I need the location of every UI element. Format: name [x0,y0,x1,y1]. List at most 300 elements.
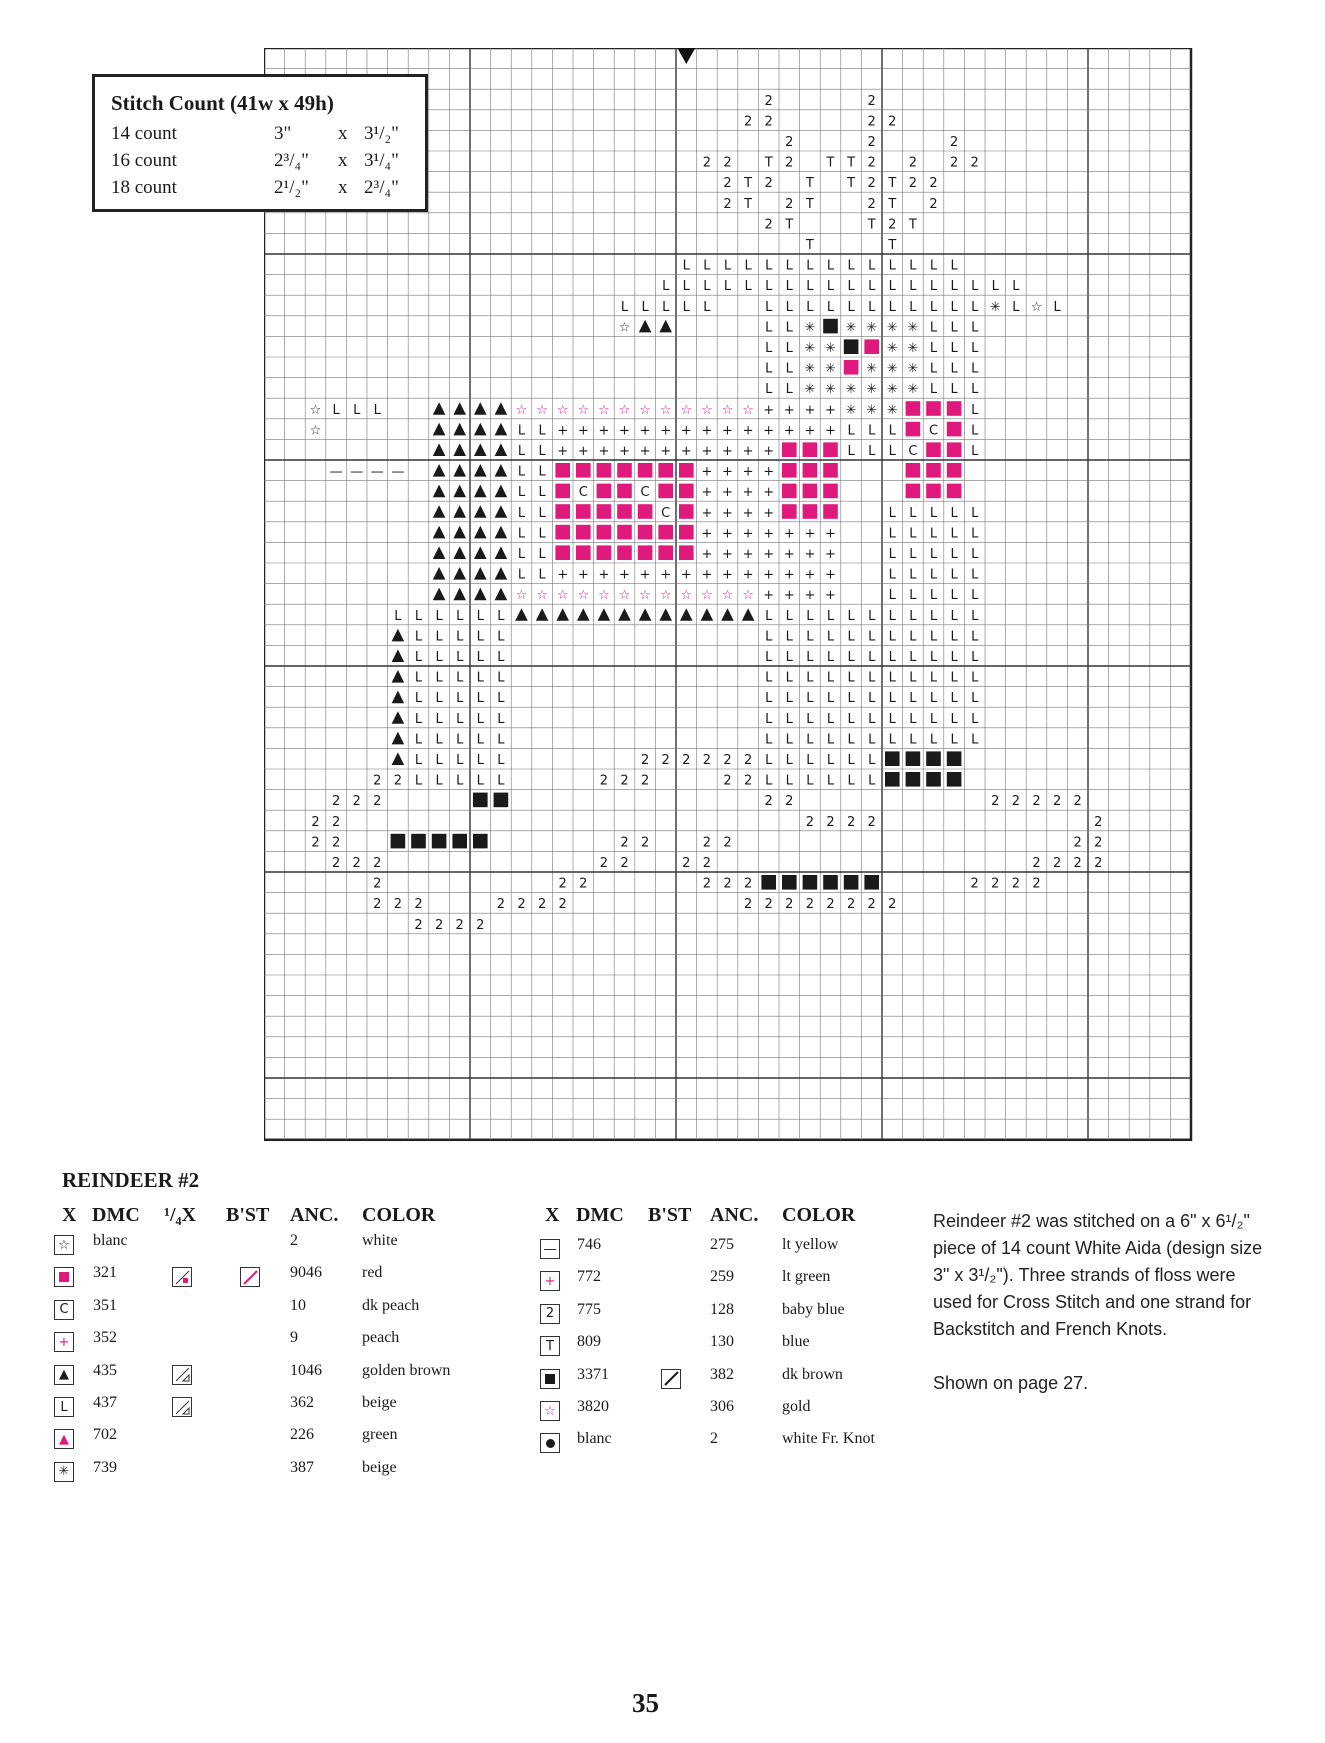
stitch-symbol: L [909,567,917,583]
stitch-symbol: L [435,629,443,645]
stitch-symbol: L [971,444,979,459]
stitch-symbol: L [950,670,958,686]
stitch-red [679,525,694,540]
stitch-symbol: 2 [723,835,732,851]
stitch-symbol: ☆ [701,402,713,418]
stitch-symbol: L [888,526,896,542]
quarter-stitch-icon [172,1397,192,1417]
stitch-symbol: ☆ [556,402,569,418]
stitch-symbol: L [888,505,896,521]
stitch-symbol: L [806,711,814,727]
stitch-red [926,401,941,416]
stitch-symbol: ☆ [556,588,569,604]
stitch-symbol: L [785,320,793,336]
height-value: 2³/₄" [364,177,399,198]
stitch-symbol: 2 [311,835,320,851]
stitch-symbol: L [785,691,793,707]
stitch-symbol: 2 [702,835,712,851]
stitch-symbol: L [785,629,793,645]
stitch-symbol: — [350,464,364,480]
stitch-symbol: 2 [620,773,629,789]
stitch-symbol: 2 [867,814,876,830]
stitch-symbol: + [701,464,713,480]
stitch-symbol: + [557,444,569,459]
stitch-symbol: 2 [682,856,691,871]
pink-square-icon [54,1267,74,1287]
stitch-symbol: L [373,402,381,418]
stitch-symbol: + [660,444,672,459]
stitch-symbol: L [971,299,979,315]
stitch-symbol: L [682,279,690,295]
stitch-symbol: L [971,567,979,583]
stitch-symbol: L [971,588,979,604]
stitch-symbol: 2 [640,773,650,789]
dmc-number: 809 [577,1333,601,1351]
stitch-red [906,463,921,478]
stitch-symbol: L [826,691,835,707]
stitch-symbol: 2 [764,897,773,913]
stitch-symbol: + [639,567,651,583]
stitch-symbol: L [888,423,896,439]
width-value: 2³/₄" [274,150,309,171]
stitch-symbol: L [806,691,814,707]
stitch-symbol: L [456,670,464,686]
stitch-dk-brown [391,834,406,849]
stitch-count-box [92,74,428,212]
stitch-symbol: ☆ [515,402,528,418]
stitch-symbol: + [701,567,713,583]
count-label: 14 count [111,123,177,144]
stitch-symbol: 2 [764,794,773,810]
stitch-symbol: 2 [867,114,876,130]
stitch-symbol: + [763,588,775,604]
stitch-red [679,504,694,519]
stitch-symbol: + [701,423,713,439]
stitch-red [906,422,921,437]
stitch-symbol: L [888,629,896,645]
stitch-symbol: L [806,299,814,315]
stitch-symbol: 2 [373,897,382,913]
stitch-symbol: L [826,258,835,274]
times-sign: x [338,150,348,171]
stitch-symbol: ✳ [886,361,898,377]
stitch-symbol: L [991,279,999,295]
stitch-symbol: L [909,608,917,624]
stitch-symbol: ✳ [866,361,878,377]
stitch-symbol: 2 [805,897,815,913]
stitch-symbol: ✳ [804,320,816,336]
stitch-symbol: L [476,711,484,727]
stitch-dk-brown [411,834,426,849]
stitch-dk-brown [473,793,488,808]
stitch-red [555,525,570,540]
stitch-symbol: L [765,279,773,295]
stitch-red [617,525,632,540]
stitch-symbol: L [414,650,423,665]
cross-stitch-chart [111,48,1194,1146]
stitch-symbol: L [538,526,546,542]
stitch-symbol: L [888,732,896,748]
stitch-symbol: 2 [640,753,650,768]
anchor-number: 259 [710,1268,734,1286]
stitch-symbol: + [804,526,816,542]
stitch-symbol: L [765,629,773,645]
stitch-symbol: L [497,650,505,665]
stitch-symbol: L [950,505,958,521]
stitch-red [803,442,818,457]
stitch-symbol: L [929,650,938,665]
stitch-symbol: ☆ [618,320,631,336]
stitch-symbol: 2 [640,835,650,851]
stitch-symbol: 2 [743,897,753,913]
stitch-red [597,484,612,499]
stitch-symbol: + [722,423,733,439]
stitch-symbol: L [414,732,423,748]
stitch-symbol: C [928,423,939,439]
stitch-symbol: + [557,567,569,583]
dmc-number: blanc [577,1430,612,1448]
stitch-symbol: L [950,382,958,398]
stitch-symbol: L [971,650,979,665]
stitch-symbol: 2 [331,835,341,851]
stitch-symbol: L [971,711,979,727]
stitch-symbol: + [701,485,713,501]
header-x: X [62,1204,77,1226]
stitch-symbol: + [577,423,589,439]
stitch-symbol: L [456,753,464,768]
stitch-symbol: L [888,711,896,727]
dot-icon [540,1433,560,1453]
stitch-red [597,463,612,478]
header-bst: B'ST [226,1204,270,1226]
stitch-red [906,484,921,499]
stitch-red [576,504,591,519]
stitch-symbol: 2 [373,876,382,892]
stitch-symbol: L [909,650,917,665]
stitch-symbol: 2 [331,856,341,871]
stitch-symbol: L [497,753,505,768]
stitch-red [617,484,632,499]
stitch-symbol: L [476,608,484,624]
anchor-number: 275 [710,1236,734,1253]
count-label: 16 count [111,150,177,171]
stitch-red [679,484,694,499]
stitch-symbol: L [765,320,773,336]
stitch-symbol: L [456,629,464,645]
stitch-red [658,463,673,478]
stitch-symbol: + [783,567,795,583]
instructions-paragraph: Reindeer #2 was stitched on a 6" x 6¹/₂" piece of 14 count White Aida (design size 3" x 3¹/₂"). Three strands of floss were used for Cross Stitch and one strand for Backstitch and French Knots. [933,1211,1263,1339]
stitch-symbol: + [783,588,795,604]
stitch-symbol: L [868,732,876,748]
stitch-symbol: L [929,629,938,645]
stitch-symbol: L [847,650,855,665]
stitch-dk-brown [432,834,447,849]
stitch-symbol: + [701,526,713,542]
color-name: beige [362,1394,397,1411]
stitch-symbol: L [435,608,443,624]
stitch-dk-brown [782,875,797,890]
stitch-symbol: L [620,299,629,315]
letter-2-icon: 2 [540,1304,560,1324]
stitch-red [638,463,653,478]
stitch-symbol: L [950,711,958,727]
stitch-symbol: ✳ [989,299,1001,315]
stitch-symbol: L [950,629,958,645]
stitch-symbol: L [497,670,505,686]
stitch-symbol: + [742,547,754,562]
stitch-symbol: + [680,444,692,459]
stitch-symbol: 2 [908,155,918,171]
stitch-symbol: L [971,341,979,356]
pink-triangle-icon: ▲ [54,1429,74,1449]
stitch-symbol: L [847,299,855,315]
stitch-red [782,504,797,519]
stitch-symbol: 2 [393,773,403,789]
stitch-symbol: 2 [785,897,794,913]
stitch-symbol: L [641,299,649,315]
stitch-symbol: 2 [785,135,794,150]
stitch-symbol: 2 [702,753,712,768]
stitch-symbol: L [909,711,917,727]
stitch-symbol: ✳ [825,361,836,377]
stitch-symbol: L [888,547,896,562]
stitch-symbol: + [722,485,733,501]
stitch-symbol: 2 [1073,794,1082,810]
stitch-symbol: L [723,258,732,274]
stitch-red [823,484,838,499]
dmc-number: 3820 [577,1398,609,1415]
color-name: white [362,1232,398,1249]
stitch-symbol: 2 [867,196,876,212]
stitch-symbol: ✳ [907,320,919,336]
stitch-red [803,484,818,499]
stitch-symbol: L [826,711,835,727]
stitch-dk-brown [864,875,879,890]
anchor-number: 2 [710,1430,718,1448]
stitch-symbol: 2 [723,876,732,892]
height-value: 3¹/₂" [364,123,399,144]
stitch-symbol: 2 [1032,856,1041,871]
stitch-symbol: 2 [867,176,876,192]
stitch-red [597,545,612,560]
black-square-icon [540,1369,560,1389]
stitch-symbol: L [847,753,855,768]
color-name: red [362,1264,383,1282]
stitch-red [947,442,962,457]
stitch-symbol: L [971,423,979,439]
stitch-symbol: + [722,505,733,521]
stitch-symbol: + [825,567,836,583]
stitch-symbol: 2 [620,835,629,851]
stitch-symbol: 2 [867,135,876,150]
stitch-symbol: L [826,773,835,789]
stitch-symbol: ✳ [845,402,857,418]
color-name: white Fr. Knot [782,1430,875,1448]
stitch-symbol: L [950,258,958,274]
stitch-symbol: 2 [723,176,732,192]
stitch-red [926,484,941,499]
stitch-symbol: L [497,773,505,789]
stitch-symbol: 2 [496,897,506,913]
color-name: lt green [782,1268,831,1286]
stitch-symbol: 2 [949,135,959,150]
stitch-symbol: C [908,444,918,459]
stitch-symbol: + [639,423,651,439]
stitch-symbol: 2 [434,917,444,933]
stitch-red [658,525,673,540]
stitch-symbol: ✳ [845,320,857,336]
stitch-symbol: L [703,279,711,295]
stitch-symbol: 2 [991,794,1000,810]
stitch-symbol: 2 [599,856,609,871]
stitch-symbol: L [806,608,814,624]
stitch-symbol: ☆ [742,588,754,604]
stitch-symbol: + [701,444,713,459]
stitch-symbol: L [435,732,443,748]
stitch-symbol: + [722,547,733,562]
stitch-symbol: L [929,320,938,336]
stitch-symbol: L [888,608,896,624]
stitch-dk-brown [926,751,941,766]
stitch-symbol: L [785,341,793,356]
stitch-symbol: 2 [517,897,526,913]
stitch-symbol: L [538,485,546,501]
stitch-symbol: L [1012,299,1020,315]
stitch-red [679,463,694,478]
stitch-symbol: L [806,258,814,274]
stitch-red [617,504,632,519]
stitch-red [926,463,941,478]
stitch-symbol: ✳ [886,320,898,336]
stitch-symbol: L [971,608,979,624]
stitch-symbol: L [765,773,773,789]
stitch-symbol: L [806,753,814,768]
stitch-symbol: L [847,670,855,686]
stitch-symbol: L [868,423,876,439]
dmc-number: 351 [93,1296,117,1314]
stitch-symbol: L [785,299,793,315]
stitch-symbol: T [847,176,856,192]
stitch-symbol: L [868,279,876,295]
stitch-symbol: T [805,196,814,212]
stitch-symbol: 2 [1094,856,1103,871]
stitch-symbol: L [435,691,443,707]
stitch-symbol: L [476,753,484,768]
stitch-symbol: L [517,567,526,583]
stitch-symbol: L [785,773,793,789]
stitch-symbol: ☆ [639,588,651,604]
stitch-symbol: L [971,670,979,686]
stitch-symbol: L [950,588,958,604]
stitch-symbol: 2 [743,773,753,789]
stitch-symbol: T [888,176,897,192]
stitch-symbol: 2 [1011,794,1021,810]
legend-title: REINDEER #2 [62,1168,200,1192]
stitch-symbol: 2 [888,897,897,913]
stitch-symbol: C [661,505,671,521]
stitch-symbol: + [742,526,754,542]
stitch-symbol: L [888,691,896,707]
stitch-symbol: L [682,299,690,315]
stitch-symbol: L [414,629,423,645]
stitch-symbol: ✳ [907,341,919,356]
stitch-symbol: 2 [661,753,670,768]
stitch-symbol: L [950,650,958,665]
stitch-symbol: L [888,444,896,459]
stitch-symbol: ✳ [804,382,816,398]
stitch-red [782,463,797,478]
stitch-dk-brown [452,834,467,849]
stitch-symbol: + [804,567,816,583]
stitch-red [658,545,673,560]
stitch-symbol: L [971,320,979,336]
stitch-symbol: 2 [702,856,712,871]
stitch-symbol: + [742,444,754,459]
header-color: COLOR [362,1204,436,1226]
stitch-symbol: L [517,444,526,459]
stitch-symbol: 2 [888,114,897,130]
stitch-symbol: 2 [331,794,341,810]
stitch-symbol: L [868,711,876,727]
stitch-symbol: L [826,629,835,645]
stitch-dk-brown [823,319,838,334]
stitch-symbol: T [744,176,753,192]
header-dmc: DMC [92,1204,140,1226]
stitch-symbol: ✳ [886,382,898,398]
stitch-symbol: L [435,753,443,768]
stitch-symbol: + [804,402,816,418]
stitch-symbol: + [742,567,754,583]
stitch-symbol: L [456,650,464,665]
stitch-symbol: + [763,444,775,459]
color-name: baby blue [782,1300,845,1318]
stitch-symbol: 2 [826,897,835,913]
stitch-red [638,504,653,519]
stitch-symbol: + [763,567,775,583]
stitch-symbol: + [742,423,754,439]
stitch-red [864,339,879,354]
stitch-symbol: L [394,608,402,624]
stitch-symbol: ✳ [866,402,878,418]
stitch-symbol: L [517,423,526,439]
stitch-symbol: L [456,732,464,748]
dmc-number: 321 [93,1264,117,1282]
stitch-symbol: ☆ [701,588,713,604]
color-name: golden brown [362,1361,451,1379]
stitch-symbol: L [929,299,938,315]
stitch-symbol: L [929,567,938,583]
stitch-symbol: ☆ [598,402,610,418]
stitch-symbol: L [476,773,484,789]
stitch-symbol: L [971,402,979,418]
stitch-red [576,463,591,478]
stitch-symbol: T [888,238,897,253]
stitch-symbol: 2 [867,93,876,109]
stitch-symbol: L [929,547,938,562]
pink-star-icon: ☆ [540,1401,560,1421]
stitch-symbol: L [538,464,546,480]
stitch-symbol: 2 [455,917,464,933]
stitch-symbol: L [456,691,464,707]
stitch-symbol: L [950,547,958,562]
stitch-symbol: 2 [1094,835,1103,851]
anchor-number: 387 [290,1458,314,1476]
stitch-symbol: L [950,361,958,377]
stitch-symbol: L [497,629,505,645]
stitch-symbol: L [682,258,690,274]
stitch-symbol: L [971,526,979,542]
